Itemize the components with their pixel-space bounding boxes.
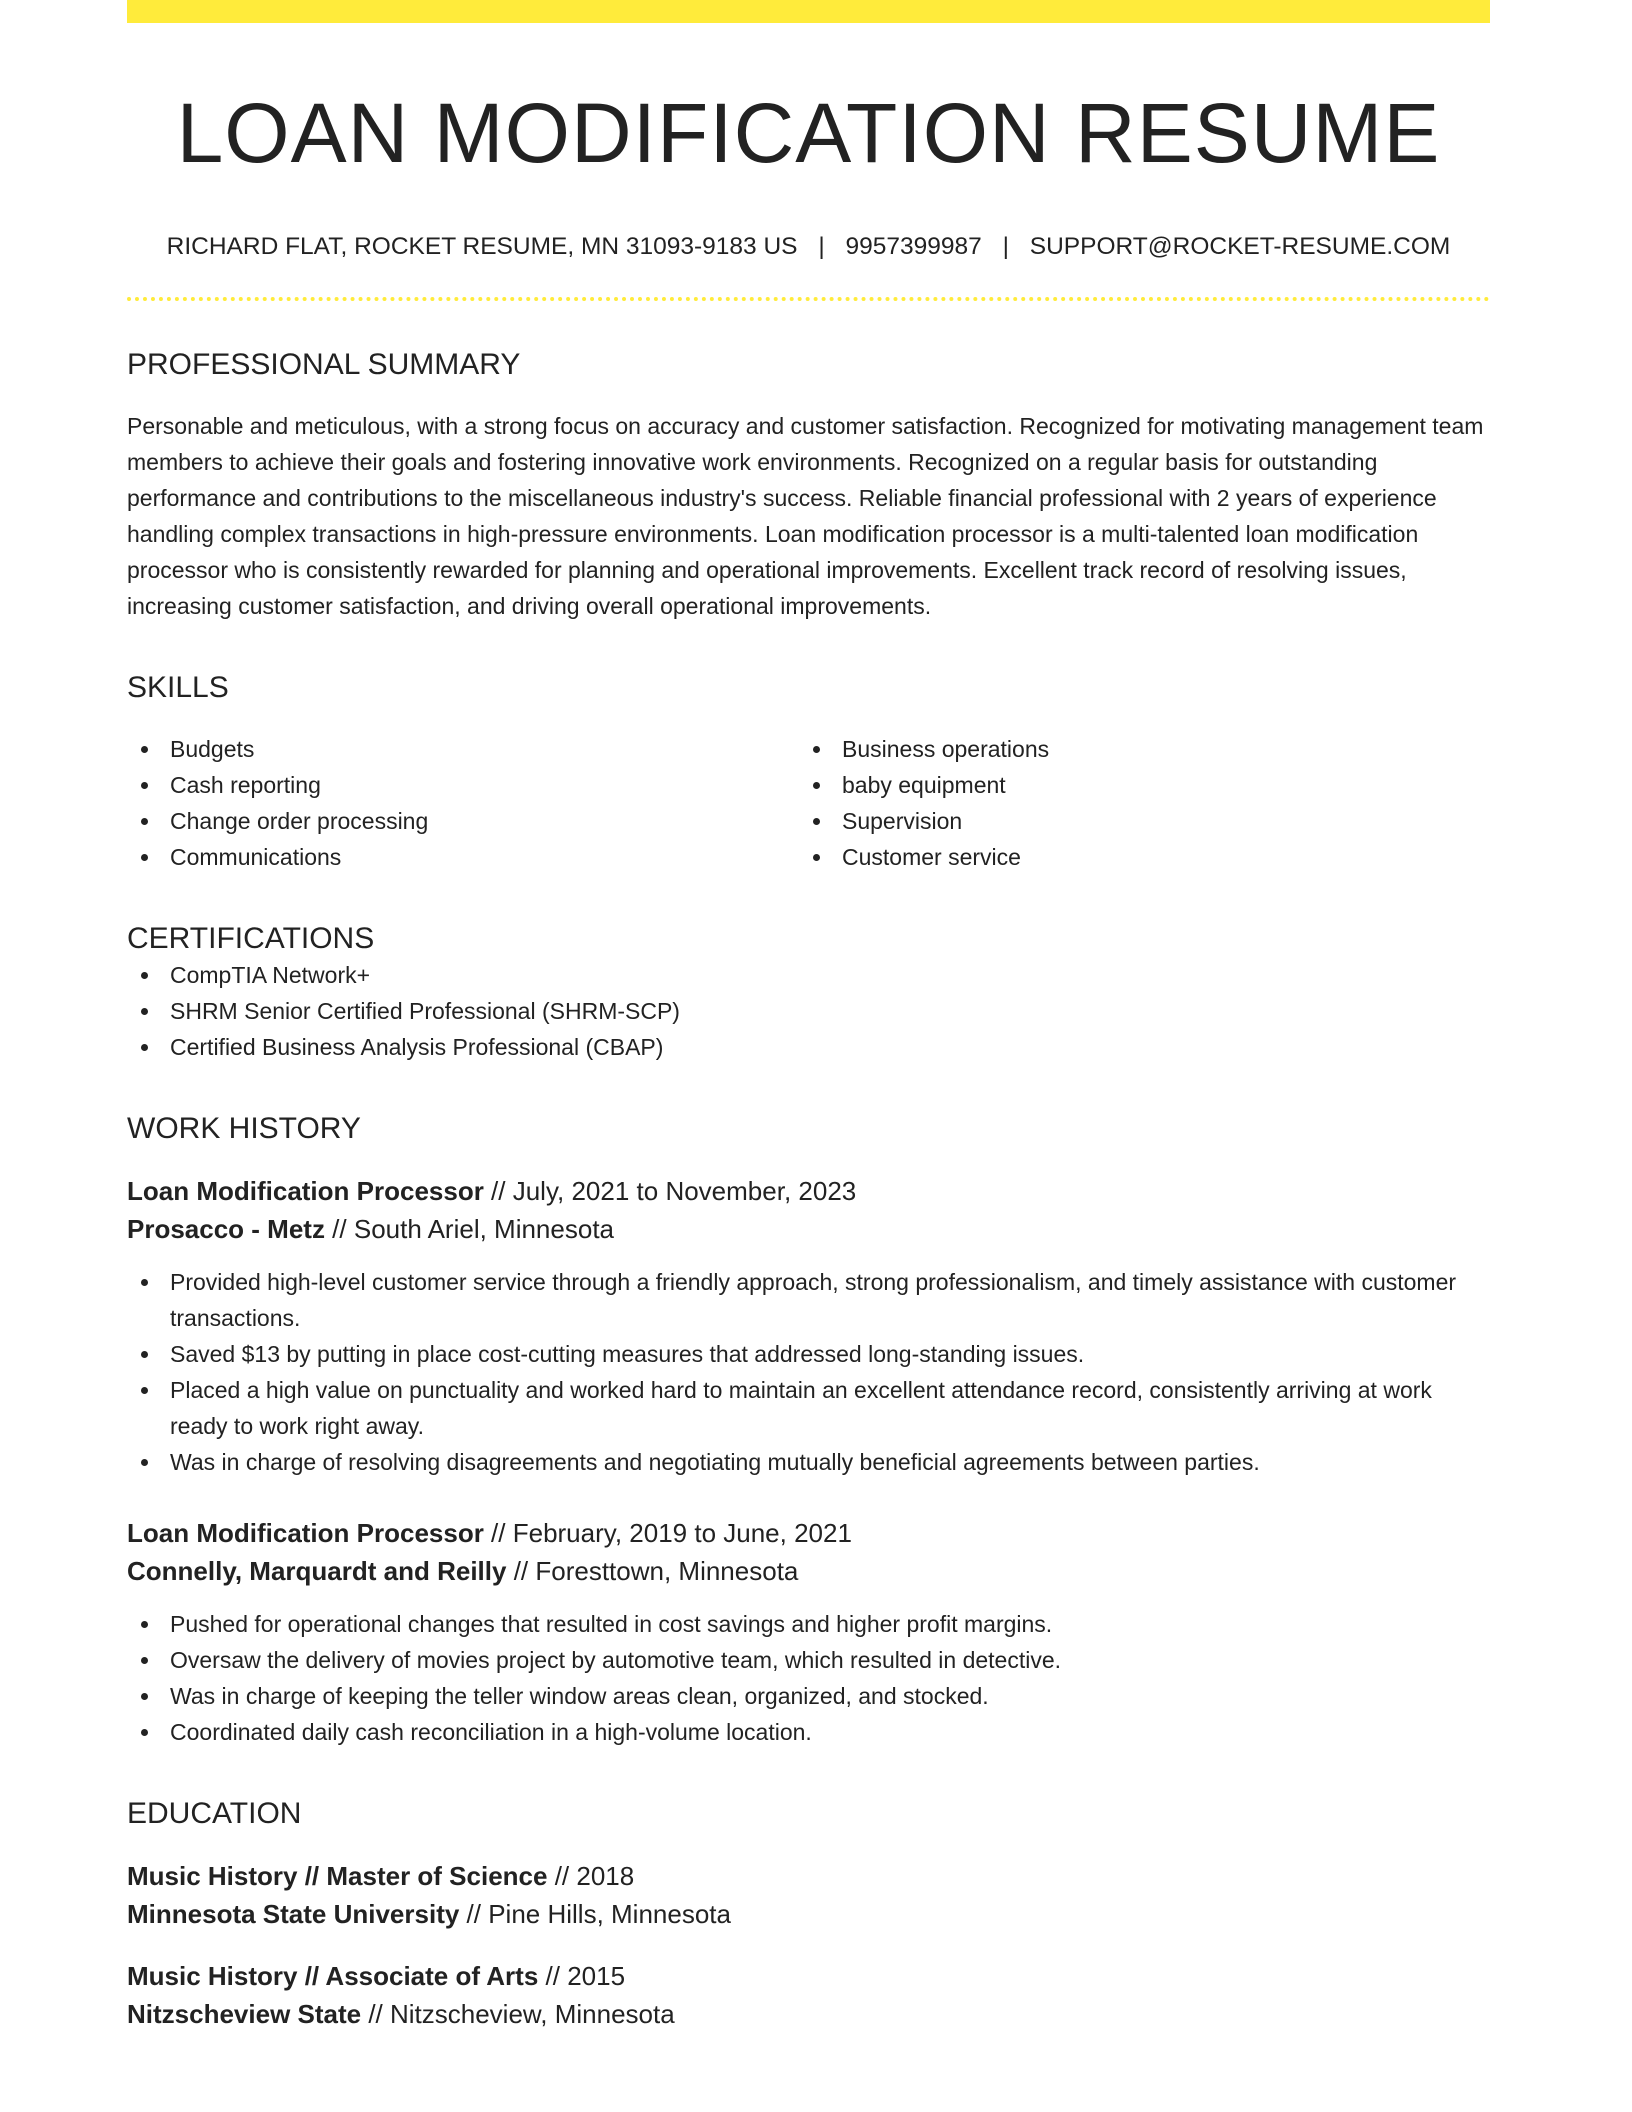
education-location: // Nitzscheview, Minnesota — [361, 1999, 675, 2030]
education-year: // 2018 — [547, 1861, 635, 1892]
job-location: // South Ariel, Minnesota — [324, 1214, 614, 1245]
job-dates: // July, 2021 to November, 2023 — [483, 1176, 857, 1207]
skill-item: Communications — [127, 839, 799, 875]
job-company: Prosacco - Metz — [127, 1214, 325, 1245]
job-bullet: Oversaw the delivery of movies project by automotive team, which resulted in detective. — [127, 1642, 1490, 1678]
education-degree-line — [127, 1957, 1490, 1995]
job-title: Loan Modification Processor — [127, 1518, 484, 1549]
job-bullet: Saved $13 by putting in place cost-cutting measures that addressed long-standing issues. — [127, 1336, 1490, 1372]
skill-item: Change order processing — [127, 803, 799, 839]
education-school-line — [127, 1895, 1490, 1933]
education-school-line — [127, 1995, 1490, 2033]
certification-item: CompTIA Network+ — [127, 957, 1490, 993]
skills-column-right — [799, 731, 1471, 875]
work-history-heading: WORK HISTORY — [127, 1112, 361, 1146]
contact-email: SUPPORT@ROCKET-RESUME.COM — [1029, 232, 1451, 260]
certification-item: Certified Business Analysis Professional (CBAP) — [127, 1029, 1490, 1065]
skills-heading: SKILLS — [127, 671, 229, 705]
job-bullet: Was in charge of resolving disagreements and negotiating mutually beneficial agreements between parties. — [127, 1444, 1490, 1480]
skill-item: Customer service — [799, 839, 1471, 875]
job-title-line — [127, 1514, 1490, 1552]
job-entry — [127, 1514, 1490, 1750]
dotted-divider — [127, 297, 1490, 301]
job-company-line — [127, 1552, 1490, 1590]
education-degree: Music History // Associate of Arts — [127, 1961, 539, 1992]
job-title: Loan Modification Processor — [127, 1176, 484, 1207]
accent-top-bar — [127, 0, 1490, 23]
certifications-heading: CERTIFICATIONS — [127, 922, 375, 956]
resume-page — [127, 0, 1490, 2033]
skill-item: Supervision — [799, 803, 1471, 839]
education-location: // Pine Hills, Minnesota — [459, 1899, 731, 1930]
job-bullet: Pushed for operational changes that resulted in cost savings and higher profit margins. — [127, 1606, 1490, 1642]
contact-separator: | — [1002, 232, 1009, 260]
summary-text: Personable and meticulous, with a strong focus on accuracy and customer satisfaction. Recognized for motivating management team members to achieve their goals and fostering innovative work environments. Recognized on a regular basis for outstanding performance and contributions to the miscellaneous industry's success. Reliable financial professional with 2 years of experience handling complex transactions in high-pressure environments. Loan modification processor is a multi-talented loan modification processor who is consistently rewarded for planning and operational improvements. Excellent track record of resolving issues, increasing customer satisfaction, and driving overall operational improvements. — [127, 413, 1484, 620]
skills-list — [127, 731, 1490, 875]
job-bullet: Coordinated daily cash reconciliation in a high-volume location. — [127, 1714, 1490, 1750]
summary-heading: PROFESSIONAL SUMMARY — [127, 348, 521, 382]
education-school: Nitzscheview State — [127, 1999, 362, 2030]
contact-phone: 9957399987 — [845, 232, 982, 260]
skills-column-left — [127, 731, 799, 875]
skill-item: Business operations — [799, 731, 1471, 767]
certifications-list — [127, 957, 1490, 1065]
job-title-line — [127, 1172, 1490, 1210]
job-entry — [127, 1172, 1490, 1480]
education-year: // 2015 — [538, 1961, 626, 1992]
contact-separator: | — [818, 232, 825, 260]
job-bullet: Provided high-level customer service through a friendly approach, strong professionalism, and timely assistance with customer transactions. — [127, 1264, 1490, 1336]
job-location: // Foresttown, Minnesota — [506, 1556, 799, 1587]
skill-item: Budgets — [127, 731, 799, 767]
job-bullets — [127, 1264, 1490, 1480]
education-entry — [127, 1957, 1490, 2033]
education-entry — [127, 1857, 1490, 1933]
skill-item: baby equipment — [799, 767, 1471, 803]
contact-line — [127, 232, 1490, 261]
education-heading: EDUCATION — [127, 1797, 302, 1831]
job-dates: // February, 2019 to June, 2021 — [483, 1518, 852, 1549]
job-company: Connelly, Marquardt and Reilly — [127, 1556, 507, 1587]
contact-address: RICHARD FLAT, ROCKET RESUME, MN 31093-9183 US — [166, 232, 798, 260]
job-bullet: Was in charge of keeping the teller window areas clean, organized, and stocked. — [127, 1678, 1490, 1714]
education-school: Minnesota State University — [127, 1899, 460, 1930]
skill-item: Cash reporting — [127, 767, 799, 803]
job-company-line — [127, 1210, 1490, 1248]
job-bullet: Placed a high value on punctuality and worked hard to maintain an excellent attendance record, consistently arriving at work ready to work right away. — [127, 1372, 1490, 1444]
education-degree: Music History // Master of Science — [127, 1861, 548, 1892]
resume-title: LOAN MODIFICATION RESUME — [176, 86, 1441, 180]
certification-item: SHRM Senior Certified Professional (SHRM-SCP) — [127, 993, 1490, 1029]
education-degree-line — [127, 1857, 1490, 1895]
job-bullets — [127, 1606, 1490, 1750]
